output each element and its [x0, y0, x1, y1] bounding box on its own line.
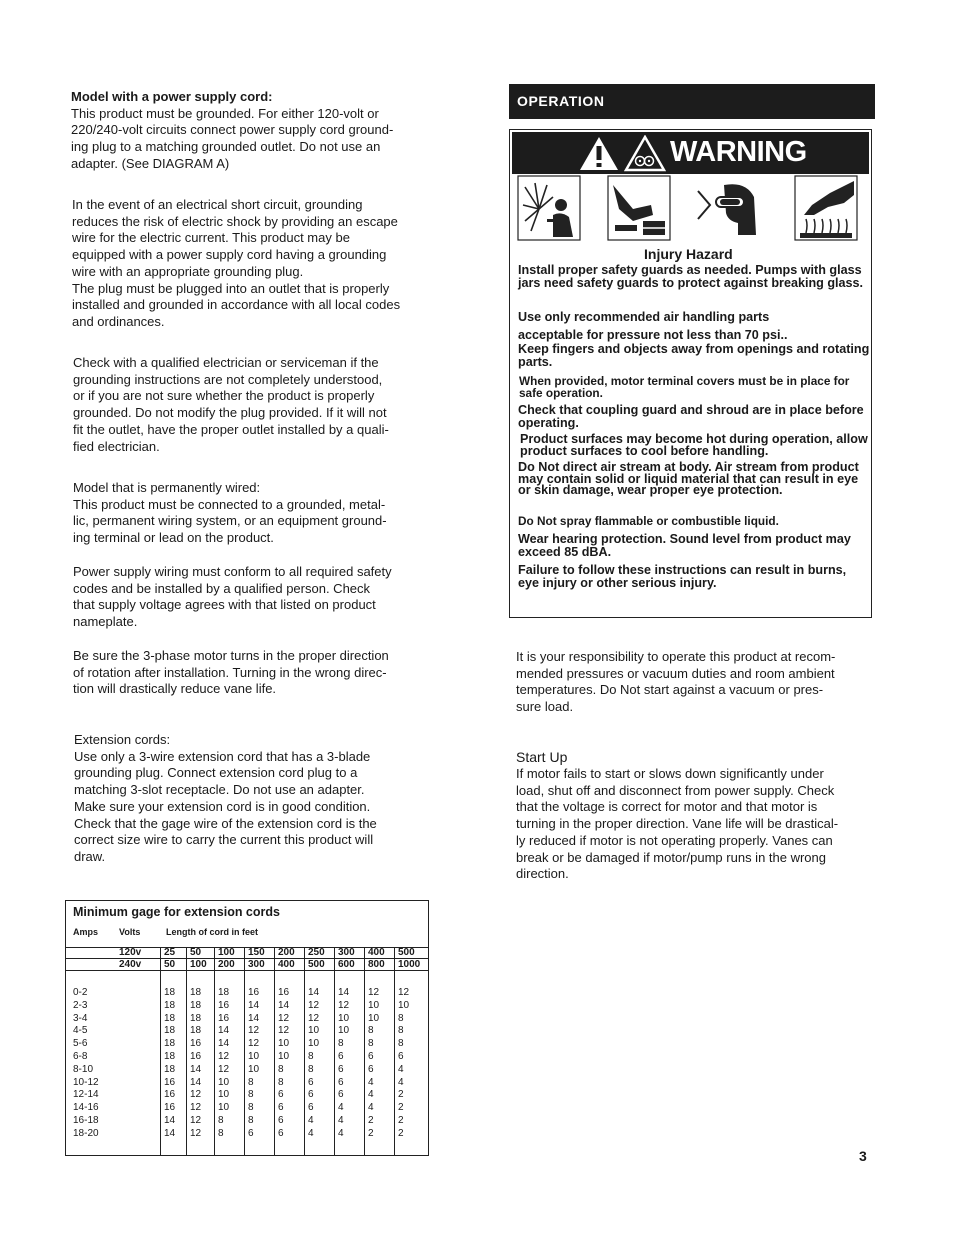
- startup-text: If motor fails to start or slows down significantly under load, shut off and disconnect from power supply. Check that the voltage is correct for motor and that motor is turning in the proper direction. Vane life will be drastical- ly reduced if motor is not operating properly. Vanes can break or be damaged if motor/pump runs in the wrong direction.: [516, 766, 839, 882]
- gage-value-cell: 14: [190, 1063, 202, 1075]
- gage-amps-cell: 12-14: [73, 1089, 99, 1101]
- gage-amps-cell: 2-3: [73, 999, 88, 1011]
- warning-item: Use only recommended air handling parts acceptable for pressure not less than 70 psi..: [518, 310, 788, 342]
- gage-value-cell: 12: [190, 1089, 202, 1101]
- gage-col-rule: [186, 947, 187, 1155]
- gage-length-120: 300: [338, 947, 355, 958]
- gage-amps-cell: 10-12: [73, 1076, 99, 1088]
- gage-length-120: 25: [164, 947, 176, 958]
- gage-value-cell: 6: [338, 1063, 344, 1075]
- gage-value-cell: 16: [164, 1102, 176, 1114]
- gage-value-cell: 2: [368, 1127, 374, 1139]
- gage-amps-cell: 18-20: [73, 1127, 99, 1139]
- gage-value-cell: 14: [218, 1025, 230, 1037]
- gage-value-cell: 8: [218, 1127, 224, 1139]
- gage-col-rule: [334, 947, 335, 1155]
- gage-value-cell: 4: [308, 1127, 314, 1139]
- warning-item: Do Not spray flammable or combustible liquid.: [518, 514, 779, 528]
- gage-col-amps: Amps: [73, 927, 99, 937]
- gage-col-rule: [274, 947, 275, 1155]
- warning-item: Install proper safety guards as needed. Pumps with glass jars need safety guards to protect against breaking glass.: [518, 263, 864, 290]
- gage-value-cell: 10: [248, 1051, 260, 1062]
- gage-value-cell: 6: [308, 1076, 314, 1088]
- gage-value-cell: 18: [164, 1051, 176, 1062]
- gage-value-cell: 4: [338, 1102, 344, 1114]
- gage-value-cell: 12: [398, 987, 410, 998]
- gage-value-cell: 8: [248, 1089, 254, 1101]
- gage-value-cell: 18: [164, 1038, 176, 1050]
- gage-value-cell: 16: [248, 987, 260, 998]
- gage-value-cell: 8: [398, 1025, 404, 1037]
- wired-text: Model that is permanently wired: This product must be connected to a grounded, metal- lic, permanent wiring system, or an equipment ground- ing terminal or lead on the product.: [73, 480, 387, 546]
- gage-value-cell: 10: [308, 1025, 320, 1037]
- gage-amps-cell: 4-5: [73, 1025, 88, 1037]
- warning-item: Keep fingers and objects away from openings and rotating parts.: [518, 342, 870, 369]
- gage-col-rule: [214, 947, 215, 1155]
- rotation-text: Be sure the 3-phase motor turns in the proper direction of rotation after installation. Turning in the wrong direc- tion will drastically reduce vane life.: [73, 648, 389, 697]
- gage-length-240: 200: [218, 959, 235, 970]
- gage-value-cell: 10: [278, 1038, 290, 1050]
- gear-hazard-icon: [624, 135, 666, 172]
- gage-value-cell: 10: [308, 1038, 320, 1050]
- gage-amps-cell: 6-8: [73, 1051, 88, 1062]
- extension-text: Extension cords: Use only a 3-wire extension cord that has a 3-blade grounding plug. Connect extension cord plug to a matching 3-slot receptacle. Do not use an adapter. Make sure your extension cord is in good condition. Check that the gage wire of the extension cord is the correct size wire to carry the current this product will draw.: [74, 732, 377, 864]
- gage-value-cell: 6: [368, 1063, 374, 1075]
- warning-item: Wear hearing protection. Sound level from product may exceed 85 dBA.: [518, 532, 851, 559]
- hand-crush-icon: [607, 175, 671, 241]
- gage-amps-cell: 3-4: [73, 1012, 88, 1024]
- gage-value-cell: 8: [338, 1038, 344, 1050]
- gage-value-cell: 10: [218, 1076, 230, 1088]
- electrician-text: Check with a qualified electrician or serviceman if the grounding instructions are not completely understood, or if you are not sure whether the product is properly grounded. Do not modify the plug provided. If it will not fit the outlet, have the proper outlet installed by a quali- fied electrician.: [73, 355, 389, 454]
- startup-heading: Start Up: [516, 749, 568, 765]
- gage-value-cell: 8: [218, 1115, 224, 1126]
- wiring-codes-text: Power supply wiring must conform to all required safety codes and be installed by a qualified person. Check that supply voltage agrees with that listed on product nameplate.: [73, 564, 392, 630]
- hot-surface-icon: [794, 175, 858, 241]
- gage-value-cell: 6: [338, 1089, 344, 1101]
- gage-value-cell: 4: [368, 1089, 374, 1101]
- short-circuit-text: In the event of an electrical short circuit, grounding reduces the risk of electric shock by providing an escape wire for the electric current. This product may be equipped with a power supply cord having a grounding wire with an appropriate grounding plug. The plug must be plugged into an outlet that is properly installed and grounded in accordance with all local codes and ordinances.: [72, 197, 401, 329]
- gage-length-120: 200: [278, 947, 295, 958]
- gage-value-cell: 8: [398, 1038, 404, 1050]
- gage-value-cell: 4: [308, 1115, 314, 1126]
- gage-value-cell: 10: [218, 1102, 230, 1114]
- gage-col-volts: Volts: [119, 927, 141, 937]
- gage-value-cell: 12: [278, 1025, 290, 1037]
- gage-value-cell: 10: [338, 1012, 350, 1024]
- gage-value-cell: 8: [248, 1076, 254, 1088]
- gage-value-cell: 2: [398, 1089, 404, 1101]
- gage-length-240: 50: [164, 959, 176, 970]
- gage-value-cell: 18: [164, 987, 176, 998]
- gage-col-rule: [160, 947, 161, 1155]
- gage-value-cell: 10: [368, 1012, 380, 1024]
- gage-value-cell: 14: [164, 1115, 176, 1126]
- gage-table: [65, 900, 429, 1156]
- gage-value-cell: 16: [190, 1051, 202, 1062]
- gage-volts-240: 240v: [119, 959, 142, 970]
- gage-value-cell: 16: [164, 1076, 176, 1088]
- gage-length-240: 800: [368, 959, 385, 970]
- gage-length-240: 500: [308, 959, 325, 970]
- gage-value-cell: 2: [398, 1127, 404, 1139]
- gage-value-cell: 2: [368, 1115, 374, 1126]
- gage-value-cell: 8: [278, 1076, 284, 1088]
- warning-banner: [512, 132, 869, 174]
- gage-value-cell: 6: [368, 1051, 374, 1062]
- gage-value-cell: 12: [278, 1012, 290, 1024]
- gage-length-240: 300: [248, 959, 265, 970]
- page-number: 3: [859, 1148, 867, 1164]
- gage-value-cell: 12: [190, 1127, 202, 1139]
- warning-item: Check that coupling guard and shroud are in place before operating.: [518, 403, 864, 430]
- gage-value-cell: 6: [338, 1076, 344, 1088]
- gage-value-cell: 12: [218, 1051, 230, 1062]
- gage-value-cell: 14: [190, 1076, 202, 1088]
- gage-value-cell: 4: [398, 1076, 404, 1088]
- gage-value-cell: 12: [368, 987, 380, 998]
- gage-value-cell: 18: [218, 987, 230, 998]
- gage-value-cell: 10: [398, 999, 410, 1011]
- operation-header: [509, 84, 875, 119]
- gage-table-title: Minimum gage for extension cords: [73, 905, 280, 919]
- gage-value-cell: 18: [164, 999, 176, 1011]
- gage-value-cell: 6: [278, 1102, 284, 1114]
- gage-value-cell: 10: [218, 1089, 230, 1101]
- gage-value-cell: 4: [338, 1127, 344, 1139]
- gage-value-cell: 14: [248, 999, 260, 1011]
- gage-value-cell: 8: [368, 1025, 374, 1037]
- gage-value-cell: 12: [190, 1115, 202, 1126]
- gage-value-cell: 10: [368, 999, 380, 1011]
- gage-amps-cell: 14-16: [73, 1102, 99, 1114]
- gage-value-cell: 14: [278, 999, 290, 1011]
- gage-value-cell: 6: [278, 1089, 284, 1101]
- gage-value-cell: 10: [248, 1063, 260, 1075]
- warning-title: WARNING: [670, 136, 807, 168]
- warning-item: Do Not direct air stream at body. Air stream from product may contain solid or liquid material that can result in eye or skin damage, wear proper eye protection.: [518, 460, 859, 497]
- gage-value-cell: 12: [248, 1038, 260, 1050]
- gage-value-cell: 16: [164, 1089, 176, 1101]
- gage-volts-120: 120v: [119, 947, 142, 958]
- gage-value-cell: 8: [398, 1012, 404, 1024]
- warning-box: [509, 129, 872, 618]
- cord-heading: Model with a power supply cord:: [71, 89, 273, 104]
- gage-length-120: 400: [368, 947, 385, 958]
- gage-value-cell: 16: [278, 987, 290, 998]
- gage-col-rule: [244, 947, 245, 1155]
- gage-value-cell: 8: [248, 1115, 254, 1126]
- warning-item: Failure to follow these instructions can result in burns, eye injury or other serious injury.: [518, 563, 847, 590]
- gage-value-cell: 12: [338, 999, 350, 1011]
- gage-value-cell: 10: [278, 1051, 290, 1062]
- gage-value-cell: 10: [338, 1025, 350, 1037]
- gage-value-cell: 2: [398, 1102, 404, 1114]
- gage-value-cell: 14: [164, 1127, 176, 1139]
- gage-value-cell: 6: [278, 1115, 284, 1126]
- gage-value-cell: 4: [368, 1076, 374, 1088]
- warning-triangle-icon: [578, 135, 620, 172]
- gage-value-cell: 12: [248, 1025, 260, 1037]
- gage-col-rule: [304, 947, 305, 1155]
- gage-value-cell: 12: [308, 1012, 320, 1024]
- gage-value-cell: 18: [190, 1012, 202, 1024]
- gage-value-cell: 18: [164, 1012, 176, 1024]
- cord-text: This product must be grounded. For either 120-volt or 220/240-volt circuits connect power supply cord ground- ing plug to a matching grounded outlet. Do not use an adapter. (See DIAGRAM A): [71, 105, 394, 171]
- gage-length-120: 250: [308, 947, 325, 958]
- gage-value-cell: 6: [338, 1051, 344, 1062]
- gage-value-cell: 4: [338, 1115, 344, 1126]
- gage-length-120: 500: [398, 947, 415, 958]
- operation-title: OPERATION: [517, 93, 605, 109]
- gage-amps-cell: 16-18: [73, 1115, 99, 1126]
- gage-value-cell: 2: [398, 1115, 404, 1126]
- gage-value-cell: 12: [308, 999, 320, 1011]
- gage-value-cell: 16: [218, 999, 230, 1011]
- warning-item: Product surfaces may become hot during operation, allow product surfaces to cool before handling.: [520, 432, 868, 458]
- gage-amps-cell: 8-10: [73, 1063, 94, 1075]
- warning-item: When provided, motor terminal covers must be in place for safe operation.: [519, 374, 850, 400]
- injury-hazard-label: Injury Hazard: [644, 246, 733, 262]
- gage-value-cell: 18: [190, 987, 202, 998]
- gage-amps-cell: 5-6: [73, 1038, 88, 1050]
- gage-value-cell: 8: [308, 1063, 314, 1075]
- gage-length-240: 400: [278, 959, 295, 970]
- gage-value-cell: 4: [398, 1063, 404, 1075]
- gage-length-120: 150: [248, 947, 265, 958]
- explosion-icon: [517, 175, 581, 241]
- startup-section: [516, 749, 886, 883]
- gage-col-length: Length of cord in feet: [166, 927, 258, 937]
- gage-value-cell: 8: [278, 1063, 284, 1075]
- gage-value-cell: 6: [308, 1102, 314, 1114]
- gage-length-120: 100: [218, 947, 235, 958]
- responsibility-text: It is your responsibility to operate this product at recom- mended pressures or vacuum duties and room ambient temperatures. Do Not start against a vacuum or pres- sure load.: [516, 649, 836, 715]
- gage-value-cell: 6: [278, 1127, 284, 1139]
- eye-protection-icon: [694, 175, 758, 241]
- gage-value-cell: 16: [190, 1038, 202, 1050]
- cord-section: [71, 89, 441, 173]
- gage-value-cell: 6: [398, 1051, 404, 1062]
- gage-value-cell: 12: [190, 1102, 202, 1114]
- gage-value-cell: 8: [248, 1102, 254, 1114]
- gage-col-rule: [364, 947, 365, 1155]
- gage-value-cell: 8: [308, 1051, 314, 1062]
- gage-value-cell: 4: [368, 1102, 374, 1114]
- gage-amps-cell: 0-2: [73, 987, 88, 998]
- gage-value-cell: 18: [190, 1025, 202, 1037]
- gage-value-cell: 6: [308, 1089, 314, 1101]
- gage-length-240: 100: [190, 959, 207, 970]
- gage-value-cell: 12: [218, 1063, 230, 1075]
- gage-length-240: 1000: [398, 959, 421, 970]
- gage-value-cell: 18: [164, 1063, 176, 1075]
- gage-length-240: 600: [338, 959, 355, 970]
- gage-value-cell: 14: [338, 987, 350, 998]
- gage-value-cell: 18: [164, 1025, 176, 1037]
- gage-value-cell: 8: [368, 1038, 374, 1050]
- gage-length-120: 50: [190, 947, 202, 958]
- gage-value-cell: 14: [248, 1012, 260, 1024]
- gage-value-cell: 16: [218, 1012, 230, 1024]
- gage-value-cell: 14: [218, 1038, 230, 1050]
- gage-value-cell: 18: [190, 999, 202, 1011]
- gage-value-cell: 6: [248, 1127, 254, 1139]
- gage-col-rule: [394, 947, 395, 1155]
- gage-value-cell: 14: [308, 987, 320, 998]
